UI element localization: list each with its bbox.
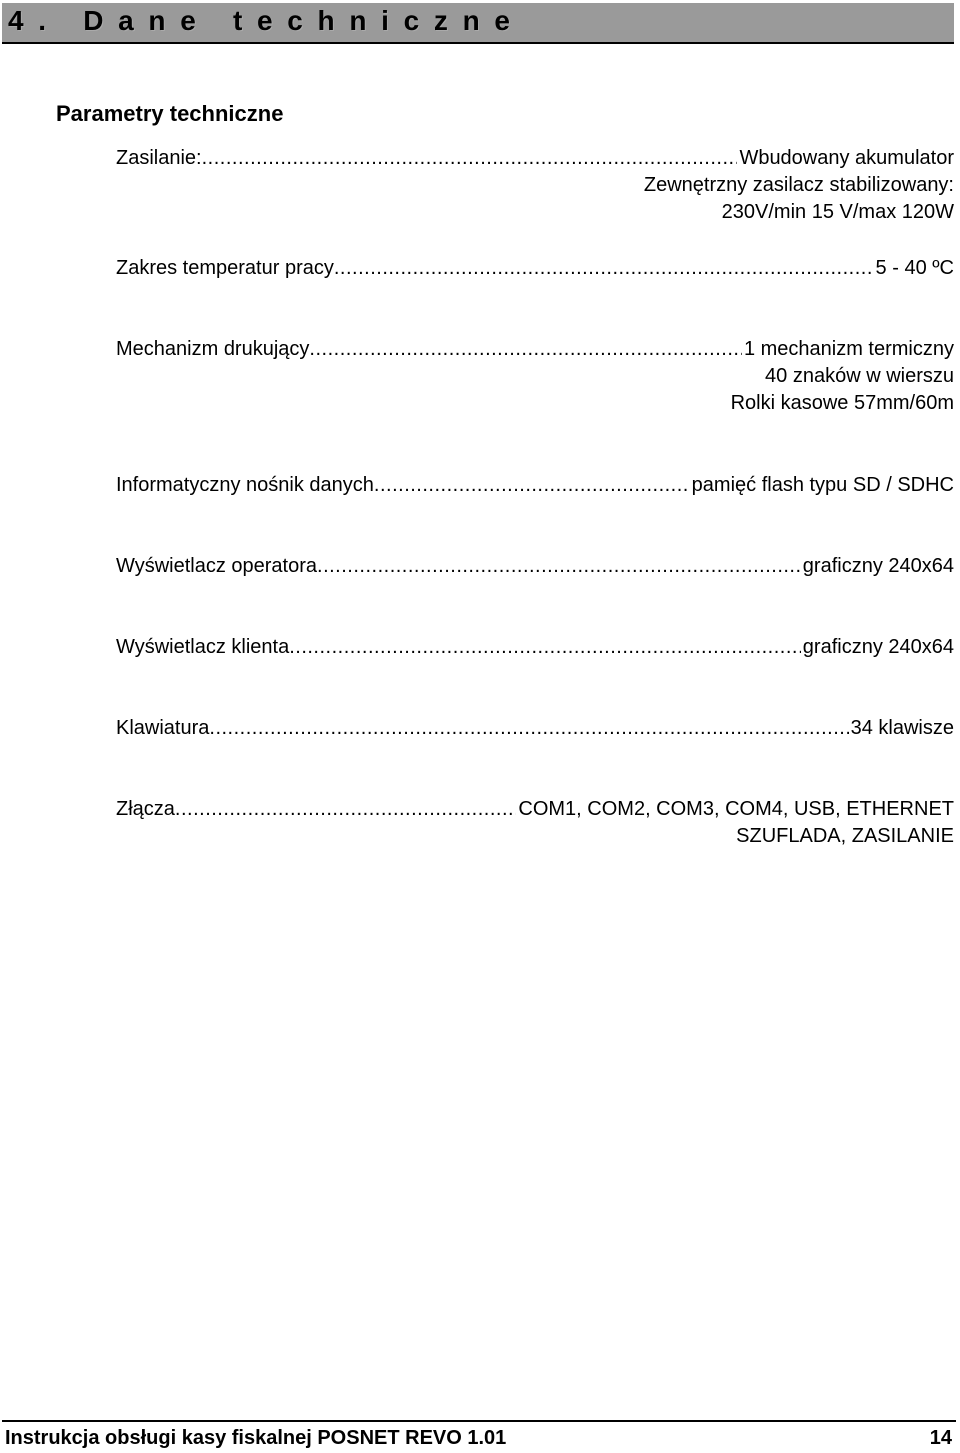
leader-dots: [202, 145, 738, 172]
leader-dots: [175, 796, 516, 823]
leader-dots: [334, 255, 874, 282]
spec-customer-display: [116, 634, 954, 661]
spec-label: Zasilanie:: [116, 147, 202, 169]
page-number: 14: [929, 1427, 952, 1449]
spec-extra-line: Zewnętrzny zasilacz stabilizowany:: [643, 174, 954, 196]
spec-value: graficzny 240x64: [802, 636, 954, 658]
spec-label: Mechanizm drukujący: [116, 338, 310, 360]
spec-label: Wyświetlacz klienta: [116, 636, 290, 658]
spec-operator-display: [116, 553, 954, 580]
spec-value: graficzny 240x64: [802, 555, 954, 577]
spec-storage: [116, 472, 954, 499]
spec-extra-line: Rolki kasowe 57mm/60m: [730, 392, 954, 414]
spec-label: Zakres temperatur pracy: [116, 257, 334, 279]
spec-connectors: [116, 796, 954, 850]
spec-extra-line: 230V/min 15 V/max 120W: [721, 201, 954, 223]
leader-dots: [309, 336, 742, 363]
spec-power: [116, 145, 954, 226]
spec-value: pamięć flash typu SD / SDHC: [691, 474, 954, 496]
spec-label: Informatyczny nośnik danych: [116, 474, 374, 496]
section-title: Parametry techniczne: [56, 101, 284, 126]
spec-value: COM1, COM2, COM3, COM4, USB, ETHERNET: [518, 798, 954, 820]
footer-document-title: Instrukcja obsługi kasy fiskalnej POSNET REVO 1.01: [5, 1427, 507, 1449]
spec-value: 1 mechanizm termiczny: [743, 338, 954, 360]
leader-dots: [209, 715, 848, 742]
chapter-title: 4. Dane techniczne: [8, 5, 525, 36]
leader-dots: [289, 634, 801, 661]
spec-value: 34 klawisze: [850, 717, 954, 739]
spec-extra-line: SZUFLADA, ZASILANIE: [736, 825, 954, 847]
spec-temperature: [116, 255, 954, 282]
leader-dots: [317, 553, 801, 580]
spec-value: Wbudowany akumulator: [739, 147, 954, 169]
spec-extra-line: 40 znaków w wierszu: [765, 365, 954, 387]
spec-printer: [116, 336, 954, 417]
spec-label: Złącza: [116, 798, 175, 820]
leader-dots: [374, 472, 690, 499]
spec-keyboard: [116, 715, 954, 742]
spec-value: 5 - 40 ºC: [875, 257, 954, 279]
footer-rule: [2, 1420, 956, 1422]
spec-label: Klawiatura: [116, 717, 210, 739]
spec-label: Wyświetlacz operatora: [116, 555, 318, 577]
